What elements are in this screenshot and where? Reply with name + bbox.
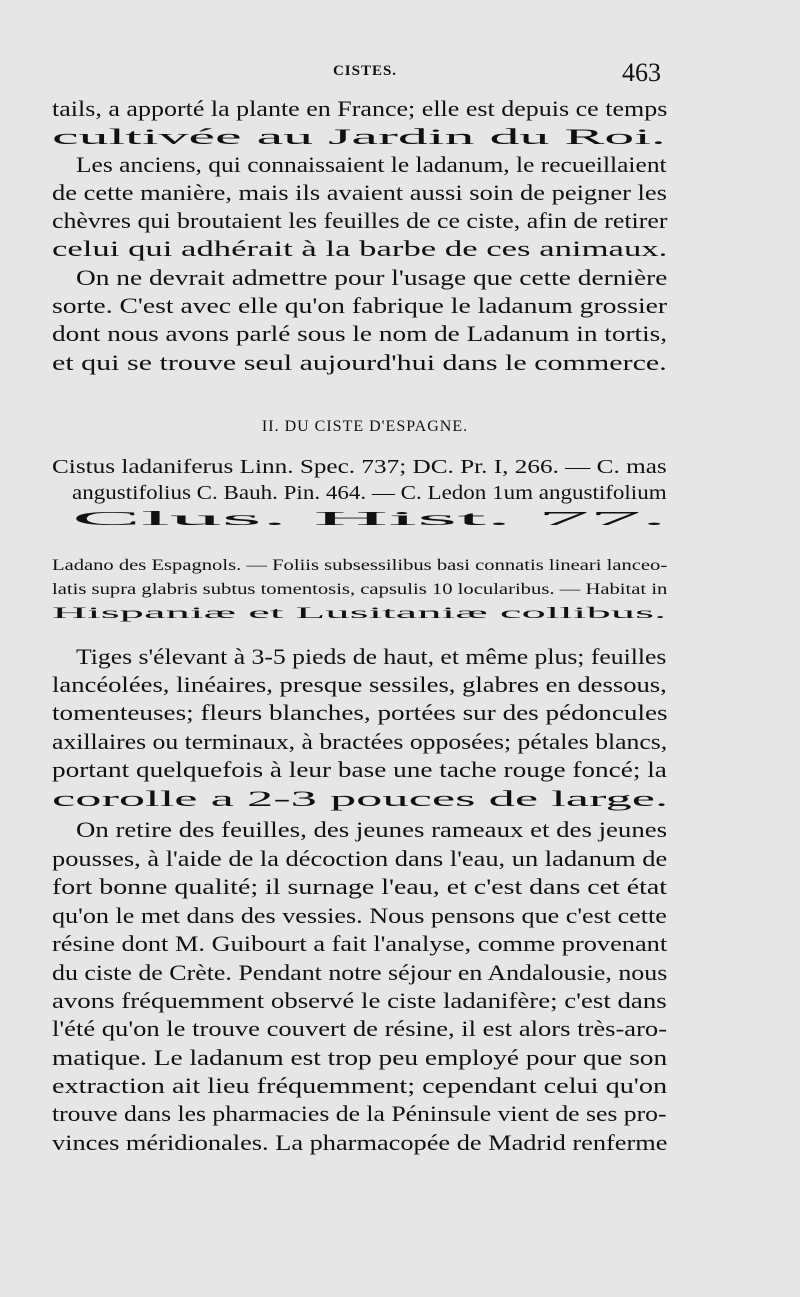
diagnosis-line: Hispaniæ et Lusitaniæ collibus. <box>52 605 667 622</box>
text-line: matique. Le ladanum est trop peu employé pour que son <box>52 1045 668 1070</box>
text-line: qu'on le met dans des vessies. Nous pensons que c'est cette <box>52 903 667 928</box>
diagnosis-line: Ladano des Espagnols. — Foliis subsessilibus basi connatis lineari lanceo- <box>52 557 668 574</box>
synonymy-line: Cistus ladaniferus Linn. Spec. 737; DC. Pr. I, 266. — C. mas <box>52 456 667 478</box>
text-line: dont nous avons parlé sous le nom de Ladanum in tortis, <box>52 321 668 346</box>
text-line: pousses, à l'aide de la décoction dans l'eau, un ladanum de <box>52 846 668 871</box>
text-line: sorte. C'est avec elle qu'on fabrique le ladanum grossier <box>52 293 668 318</box>
text-line: celui qui adhérait à la barbe de ces animaux. <box>52 236 668 261</box>
diagnosis-line: latis supra glabris subtus tomentosis, capsulis 10 locularibus. — Habitat in <box>52 581 668 598</box>
running-header: CISTES. <box>332 63 398 79</box>
text-line: tomenteuses; fleurs blanches, portées sur des pédoncules <box>52 700 668 725</box>
text-line: l'été qu'on le trouve couvert de résine, il est alors très-aro- <box>52 1016 668 1041</box>
text-line: Les anciens, qui connaissaient le ladanum, le recueillaient <box>76 152 667 177</box>
text-line: On ne devrait admettre pour l'usage que cette dernière <box>76 265 668 290</box>
text-line: On retire des feuilles, des jeunes rameaux et des jeunes <box>76 817 668 842</box>
text-line: du ciste de Crète. Pendant notre séjour en Andalousie, nous <box>52 960 668 985</box>
text-line: axillaires ou terminaux, à bractées opposées; pétales blancs, <box>52 729 668 754</box>
text-line: lancéolées, linéaires, presque sessiles, glabres en dessous, <box>52 672 667 697</box>
text-line: trouve dans les pharmacies de la Péninsule vient de ses pro- <box>52 1101 667 1126</box>
page-number: 463 <box>622 58 661 87</box>
section-heading: II. DU CISTE D'ESPAGNE. <box>261 418 469 435</box>
text-line: extraction ait lieu fréquemment; cependant celui qu'on <box>52 1073 668 1098</box>
text-line: vinces méridionales. La pharmacopée de Madrid renferme <box>52 1130 668 1155</box>
text-line: portant quelquefois à leur base une tache rouge foncé; la <box>52 757 667 782</box>
synonymy-line: Clus. Hist. 77. <box>72 508 668 530</box>
text-line: tails, a apporté la plante en France; elle est depuis ce temps <box>52 96 668 121</box>
text-line: de cette manière, mais ils avaient aussi soin de peigner les <box>52 180 667 205</box>
text-line: chèvres qui broutaient les feuilles de ce ciste, afin de retirer <box>52 208 668 233</box>
text-line: cultivée au Jardin du Roi. <box>52 124 666 149</box>
text-line: résine dont M. Guibourt a fait l'analyse, comme provenant <box>52 931 668 956</box>
text-line: fort bonne qualité; il surnage l'eau, et c'est dans cet état <box>52 874 668 899</box>
synonymy-line: angustifolius C. Bauh. Pin. 464. — C. Ledon 1um angustifolium <box>72 482 667 504</box>
text-line: avons fréquemment observé le ciste ladanifère; c'est dans <box>52 988 667 1013</box>
text-line: Tiges s'élevant à 3-5 pieds de haut, et même plus; feuilles <box>76 644 667 669</box>
text-line: et qui se trouve seul aujourd'hui dans le commerce. <box>52 350 667 375</box>
text-line: corolle a 2-3 pouces de large. <box>52 786 669 811</box>
